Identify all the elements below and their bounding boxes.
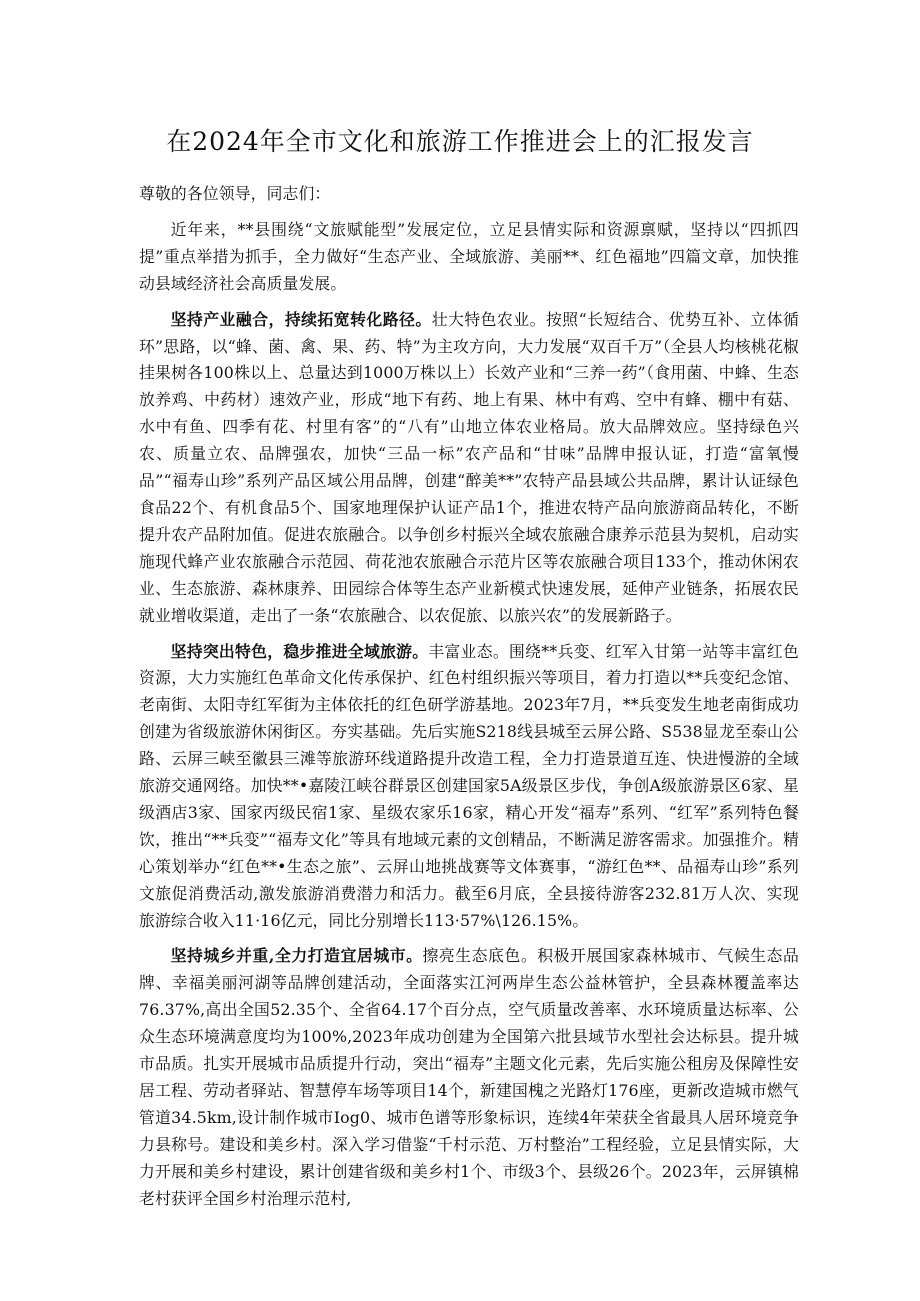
section-lead-1: 坚持产业融合，持续拓宽转化路径。	[170, 309, 432, 329]
section-paragraph-2	[139, 639, 799, 935]
section-text-1: 壮大特色农业。按照“长短结合、优势互补、立体循环”思路，以“蜂、菌、禽、果、药、特”为主攻方向，大力发展“双百千万”（全县人均核桃花椒挂果树各100株以上、总量达到1000万株以上）长效产业和“三养一药”（食用菌、中蜂、生态放养鸡、中药材）速效产业，形成“地下有药、地上有果、林中有鸡、空中有蜂、棚中有菇、水中有鱼、四季有花、村里有客”的“八有”山地立体农业格局。放大品牌效应。坚持绿色兴农、质量立农、品牌强农，加快“三品一标”农产品和“甘味”品牌申报认证，打造“富氧慢品”“福寿山珍”系列产品区域公用品牌，创建“醉美**”农特产品县域公共品牌，累计认证绿色食品22个、有机食品5个、国家地理保护认证产品1个，推进农特产品向旅游商品转化，不断提升农产品附加值。促进农旅融合。以争创乡村振兴全域农旅融合康养示范县为契机，启动实施现代蜂产业农旅融合示范园、荷花池农旅融合示范片区等农旅融合项目133个，推动休闲农业、生态旅游、森林康养、田园综合体等生态产业新模式快速发展，延伸产业链条，拓展农民就业增收渠道，走出了一条“农旅融合、以农促旅、以旅兴农”的发展新路子。	[139, 309, 799, 625]
section-text-2: 丰富业态。围绕**兵变、红军入甘第一站等丰富红色资源，大力实施红色革命文化传承保护、红色村组织振兴等项目，着力打造以**兵变纪念馆、老南街、太阳寺红军街为主体依托的红色研学游基地。2023年7月，**兵变发生地老南街成功创建为省级旅游休闲街区。夯实基础。先后实施S218线县城至云屏公路、S538显龙至泰山公路、云屏三峡至徽县三滩等旅游环线道路提升改造工程，全力打造景道互连、快进慢游的全域旅游交通网络。加快**•嘉陵江峡谷群景区创建国家5A级景区步伐，争创A级旅游景区6家、星级酒店3家、国家丙级民宿1家、星级农家乐16家，精心开发“福寿”系列、“红军”系列特色餐饮，推出“**兵变”“福寿文化”等具有地域元素的文创精品，不断满足游客需求。加强推介。精心策划举办“红色**•生态之旅”、云屏山地挑战赛等文体赛事，“游红色**、品福寿山珍”系列文旅促消费活动,激发旅游消费潜力和活力。截至6月底，全县接待游客232.81万人次、实现旅游综合收入11·16亿元，同比分别增长113·57%\126.15%。	[139, 641, 799, 930]
section-lead-3: 坚持城乡并重,全力打造宜居城市。	[170, 946, 423, 966]
section-paragraph-3	[139, 943, 799, 1212]
section-text-3: 擦亮生态底色。积极开展国家森林城市、气候生态品牌、幸福美丽河湖等品牌创建活动，全面落实江河两岸生态公益林管护，全县森林覆盖率达76.37%,高出全国52.35个、全省64.17个百分点，空气质量改善率、水环境质量达标率、公众生态环境满意度均为100%,2023年成功创建为全国第六批县域节水型社会达标县。提升城市品质。扎实开展城市品质提升行动，突出“福寿”主题文化元素，先后实施公租房及保障性安居工程、劳动者驿站、智慧停车场等项目14个，新建国槐之光路灯176座，更新改造城市燃气管道34.5km,设计制作城市Iog0、城市色谱等形象标识，连续4年荣获全省最具人居环境竞争力县称号。建设和美乡村。深入学习借鉴“千村示范、万村整治”工程经验，立足县情实际，大力开展和美乡村建设，累计创建省级和美乡村1个、市级3个、县级26个。2023年，云屏镇棉老村获评全国乡村治理示范村,	[139, 946, 800, 1208]
intro-paragraph: 近年来，**县围绕“文旅赋能型”发展定位，立足县情实际和资源禀赋，坚持以“四抓四提”重点举措为抓手，全力做好“生态产业、全域旅游、美丽**、红色福地”四篇文章，加快推动县域经济社会高质量发展。	[139, 219, 799, 293]
section-paragraph-1	[139, 307, 799, 630]
salutation: 尊敬的各位领导，同志们：	[139, 184, 331, 203]
document-body	[139, 181, 799, 1213]
section-lead-2: 坚持突出特色，稳步推进全域旅游。	[170, 641, 429, 661]
document-title: 在2024年全市文化和旅游工作推进会上的汇报发言	[166, 127, 754, 156]
